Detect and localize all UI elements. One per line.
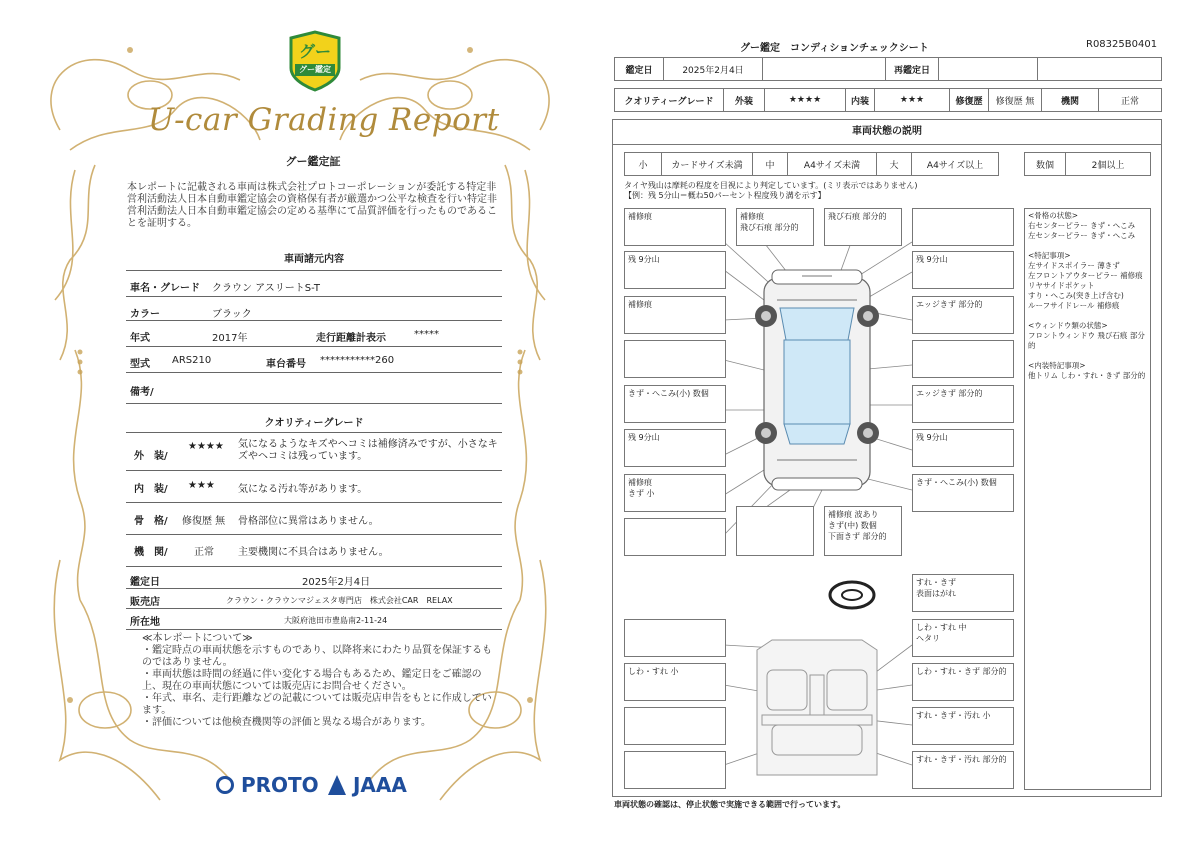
report-title: U-car Grading Report: [148, 102, 500, 138]
model-value: ARS210: [172, 355, 212, 366]
count-label-cell: 数個: [1024, 152, 1066, 176]
date-label-cell: 鑑定日: [614, 57, 664, 81]
color-label: カラー: [130, 309, 160, 320]
interior-box: しわ・すれ・きず 部分的: [912, 663, 1014, 701]
side-note-line: [1028, 241, 1147, 251]
model-label: 型式: [130, 359, 150, 370]
side-note-line: 他トリム しわ・すれ・きず 部分的: [1028, 371, 1146, 380]
empty-cell: [762, 57, 886, 81]
damage-box: きず・へこみ(小) 数個: [624, 385, 726, 423]
note-item: ・車両状態は時間の経過に伴い変化する場合もあるため、鑑定日をご確認の上、現在の車両状態については販売店にお問合せください。: [142, 669, 482, 692]
address-value: 大阪府池田市豊島南2-11-24: [284, 616, 388, 625]
engine-comment: 主要機関に不具合はありません。: [238, 547, 389, 558]
notes-title: ≪本レポートについて≫: [142, 633, 253, 644]
sheet-title: グー鑑定 コンディションチェックシート: [740, 43, 929, 54]
special-notes-panel: [1024, 208, 1151, 790]
mileage-label: 走行距離計表示: [316, 333, 386, 344]
side-note-line: [1028, 351, 1147, 361]
mileage-value: *****: [414, 329, 439, 340]
year-value: 2017年: [212, 333, 248, 344]
damage-box: 補修痕 波あり きず(中) 数個 下面きず 部分的: [824, 506, 902, 556]
side-note-line: <特記事項>: [1028, 251, 1071, 260]
side-note-line: ルーフサイドレール 補修痕: [1028, 301, 1120, 310]
damage-box: [736, 506, 814, 556]
interior-label: 内 装/: [134, 484, 168, 495]
note-item: ・評価については他検査機関等の評価と異なる場合があります。: [142, 717, 431, 728]
damage-box: [912, 208, 1014, 246]
frame-comment: 骨格部位に異常はありません。: [238, 516, 379, 527]
int-value-cell: ★★★: [874, 88, 950, 112]
damage-box: エッジきず 部分的: [912, 296, 1014, 334]
interior-box: [624, 707, 726, 745]
footer-note: 車両状態の確認は、停止状態で実施できる範囲で行っています。: [614, 800, 846, 809]
hist-value-cell: 修復歴 無: [988, 88, 1042, 112]
damage-box: 飛び石痕 部分的: [824, 208, 902, 246]
eng-value-cell: 正常: [1098, 88, 1162, 112]
tire-note-2: 【例：残 5分山＝概ね50パーセント程度残り溝を示す】: [624, 191, 826, 200]
interior-box: [624, 619, 726, 657]
address-label: 所在地: [130, 617, 160, 628]
size-small-cell: 小: [624, 152, 662, 176]
dealer-value: クラウン・クラウンマジェスタ専門店 株式会社CAR RELAX: [226, 596, 453, 605]
dealer-label: 販売店: [130, 597, 160, 608]
certificate-title: グー鑑定証: [285, 155, 341, 168]
steering-wheel-icon: [830, 582, 874, 608]
redate-value-cell: [938, 57, 1038, 81]
remarks-label: 備考/: [130, 387, 154, 398]
proto-text: PROTO: [240, 773, 319, 797]
side-note-line: 左センターピラー きず・へこみ: [1028, 231, 1136, 240]
side-note-line: <骨格の状態>: [1028, 211, 1079, 220]
damage-box: 補修痕: [624, 208, 726, 246]
damage-box: [624, 518, 726, 556]
interior-box: [624, 751, 726, 789]
empty-cell: [1037, 57, 1162, 81]
svg-text:グー: グー: [298, 42, 332, 61]
grade-label-cell: クオリティーグレード: [614, 88, 724, 112]
damage-box: 補修痕: [624, 296, 726, 334]
grade-section-title: クオリティーグレード: [264, 418, 364, 429]
logo-text: グー鑑定: [299, 65, 331, 74]
redate-label-cell: 再鑑定日: [885, 57, 939, 81]
size-mid-desc: A4サイズ未満: [787, 152, 877, 176]
tire-note-1: タイヤ残山は摩耗の程度を目視により判定しています。(ミリ表示ではありません): [624, 181, 918, 190]
note-item: ・鑑定時点の車両状態を示すものであり、以降将来にわたり品質を保証するものではありません。: [142, 645, 492, 668]
cond-title: 車両状態の説明: [612, 119, 1162, 145]
certificate-intro: 本レポートに記載される車両は株式会社プロトコーポレーションが委託する特定非営利活動法人日本自動車鑑定協会の資格保有者が厳選かつ公平な検査を行い特定非営利活動法人日本自動車鑑定協会の定める基準にて品質評価を行ったものであることを証明する。: [127, 182, 497, 229]
damage-box: 補修痕 飛び石痕 部分的: [736, 208, 814, 246]
interior-comment: 気になる汚れ等があります。: [238, 484, 368, 495]
int-label-cell: 内装: [845, 88, 875, 112]
name-value: クラウン アスリートS-T: [212, 283, 320, 294]
damage-box: [624, 340, 726, 378]
exterior-comment: 気になるようなキズやヘコミは補修済みですが、小さなキズやヘコミは残っています。: [238, 439, 498, 462]
frame-label: 骨 格/: [134, 516, 168, 527]
sheet-id: R08325B0401: [1086, 39, 1158, 50]
ext-value-cell: ★★★★: [764, 88, 846, 112]
interior-diagram: [757, 640, 877, 775]
damage-box: [912, 340, 1014, 378]
damage-box: エッジきず 部分的: [912, 385, 1014, 423]
exterior-stars: ★★★★: [188, 441, 224, 452]
size-small-desc: カードサイズ未満: [661, 152, 753, 176]
side-note-line: 左フロントアウターピラー 補修痕: [1028, 271, 1143, 280]
side-note-line: <内装特記事項>: [1028, 361, 1086, 370]
interior-box: すれ・きず・汚れ 部分的: [912, 751, 1014, 789]
date-label: 鑑定日: [130, 577, 160, 588]
size-large-desc: A4サイズ以上: [911, 152, 999, 176]
chassis-value: ***********260: [320, 355, 395, 366]
side-note-line: リヤサイドポケット: [1028, 281, 1095, 290]
ext-label-cell: 外装: [723, 88, 765, 112]
side-note-line: 右センターピラー きず・へこみ: [1028, 221, 1136, 230]
color-value: ブラック: [212, 309, 252, 320]
side-note-line: フロントウィンドウ 飛び石痕 部分的: [1028, 331, 1145, 350]
date-value: 2025年2月4日: [302, 577, 371, 588]
tire-box: 残 9分山: [624, 429, 726, 467]
steering-box: すれ・きず 表面はがれ: [912, 574, 1014, 612]
count-desc-cell: 2個以上: [1065, 152, 1151, 176]
interior-box: すれ・きず・汚れ 小: [912, 707, 1014, 745]
interior-box: しわ・すれ 小: [624, 663, 726, 701]
side-note-line: <ウィンドウ類の状態>: [1028, 321, 1108, 330]
side-note-line: [1028, 311, 1147, 321]
interior-stars: ★★★: [188, 480, 215, 491]
name-label: 車名・グレード: [130, 283, 200, 294]
side-note-line: すり・へこみ(突き上げ含む): [1028, 291, 1124, 300]
eng-label-cell: 機関: [1041, 88, 1099, 112]
date-value-cell: 2025年2月4日: [663, 57, 763, 81]
jaaa-text: JAAA: [352, 773, 407, 797]
tire-box: 残 9分山: [912, 429, 1014, 467]
damage-box: きず・へこみ(小) 数個: [912, 474, 1014, 512]
chassis-label: 車台番号: [266, 359, 306, 370]
tire-box: 残 9分山: [624, 251, 726, 289]
damage-box: 補修痕 きず 小: [624, 474, 726, 512]
year-label: 年式: [130, 333, 150, 344]
exterior-label: 外 装/: [134, 451, 168, 462]
size-mid-cell: 中: [752, 152, 788, 176]
interior-box: しわ・すれ 中 ヘタリ: [912, 619, 1014, 657]
engine-value: 正常: [194, 547, 214, 558]
size-large-cell: 大: [876, 152, 912, 176]
side-note-line: 左サイドスポイラー 薄きず: [1028, 261, 1120, 270]
tire-box: 残 9分山: [912, 251, 1014, 289]
frame-value: 修復歴 無: [182, 516, 226, 527]
hist-label-cell: 修復歴: [949, 88, 989, 112]
note-item: ・年式、車名、走行距離などの記載については販売店申告をもとに作成しています。: [142, 693, 492, 716]
engine-label: 機 関/: [134, 547, 168, 558]
spec-section-title: 車両諸元内容: [284, 254, 344, 265]
